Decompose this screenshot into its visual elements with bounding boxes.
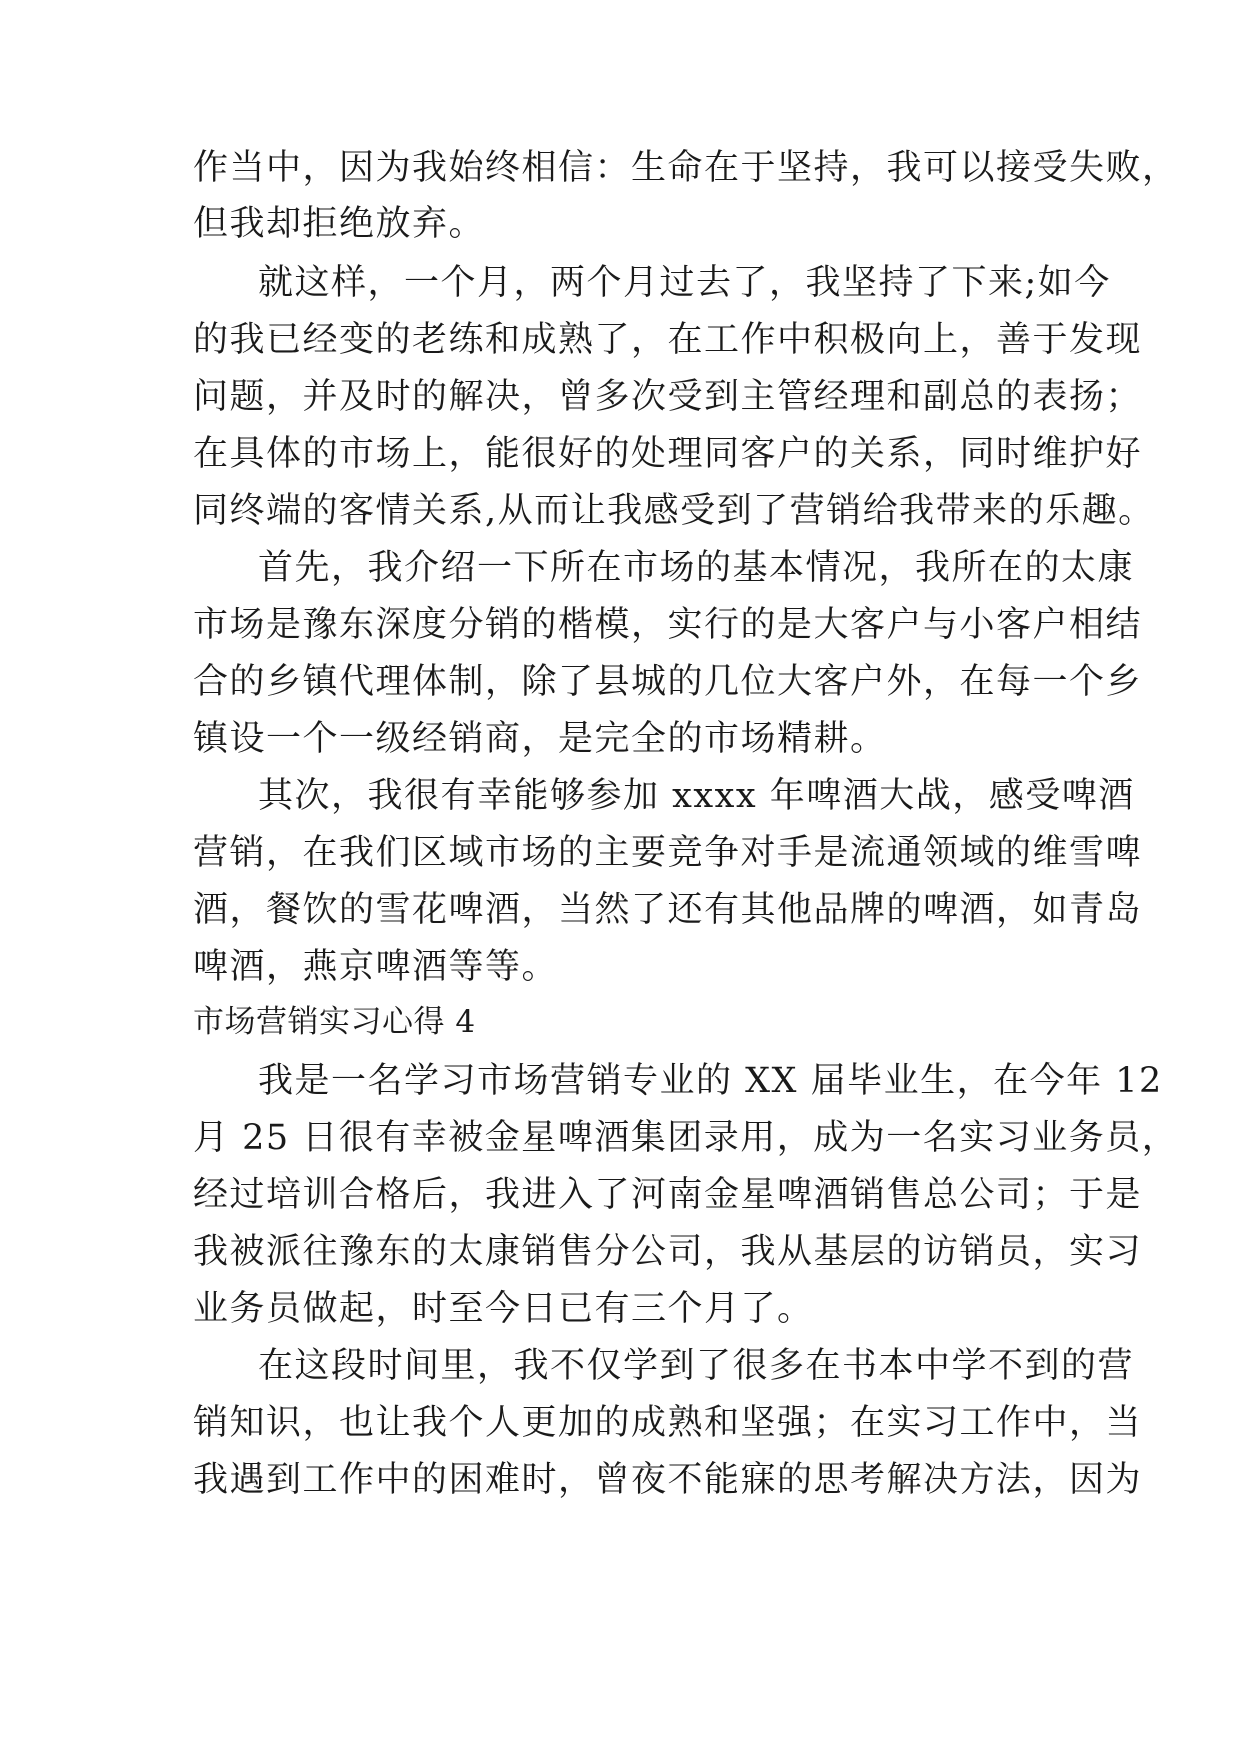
text-line: 酒，餐饮的雪花啤酒，当然了还有其他品牌的啤酒，如青岛 [193, 890, 1143, 930]
text-line: 我被派往豫东的太康销售分公司，我从基层的访销员，实习 [193, 1232, 1143, 1272]
text-line: 我遇到工作中的困难时，曾夜不能寐的思考解决方法，因为 [193, 1460, 1143, 1500]
paragraph-start-line: 在这段时间里，我不仅学到了很多在书本中学不到的营 [258, 1346, 1135, 1386]
text-line: 营销，在我们区域市场的主要竞争对手是流通领域的维雪啤 [193, 833, 1143, 873]
text-line: 同终端的客情关系,从而让我感受到了营销给我带来的乐趣。 [193, 491, 1155, 531]
text-line: 月 25 日很有幸被金星啤酒集团录用，成为一名实习业务员， [193, 1118, 1179, 1158]
text-line: 合的乡镇代理体制，除了县城的几位大客户外，在每一个乡 [193, 662, 1143, 702]
text-line: 销知识，也让我个人更加的成熟和坚强；在实习工作中，当 [193, 1403, 1143, 1443]
paragraph-start-line: 就这样，一个月，两个月过去了，我坚持了下来;如今 [258, 263, 1111, 303]
text-line: 业务员做起，时至今日已有三个月了。 [193, 1289, 814, 1329]
text-line: 经过培训合格后，我进入了河南金星啤酒销售总公司；于是 [193, 1175, 1143, 1215]
paragraph-start-line: 首先，我介绍一下所在市场的基本情况，我所在的太康 [258, 548, 1135, 588]
text-line: 作当中，因为我始终相信：生命在于坚持，我可以接受失败， [193, 148, 1179, 188]
text-line: 但我却拒绝放弃。 [193, 204, 486, 244]
paragraph-start-line: 其次，我很有幸能够参加 xxxx 年啤酒大战，感受啤酒 [258, 776, 1135, 816]
text-line: 的我已经变的老练和成熟了，在工作中积极向上，善于发现 [193, 320, 1143, 360]
section-heading: 市场营销实习心得 4 [193, 1004, 476, 1040]
text-line: 镇设一个一级经销商，是完全的市场精耕。 [193, 719, 887, 759]
text-line: 问题，并及时的解决，曾多次受到主管经理和副总的表扬； [193, 377, 1143, 417]
text-line: 市场是豫东深度分销的楷模，实行的是大客户与小客户相结 [193, 605, 1143, 645]
paragraph-start-line: 我是一名学习市场营销专业的 XX 届毕业生，在今年 12 [258, 1061, 1163, 1101]
text-line: 在具体的市场上，能很好的处理同客户的关系，同时维护好 [193, 434, 1143, 474]
text-line: 啤酒，燕京啤酒等等。 [193, 947, 559, 987]
